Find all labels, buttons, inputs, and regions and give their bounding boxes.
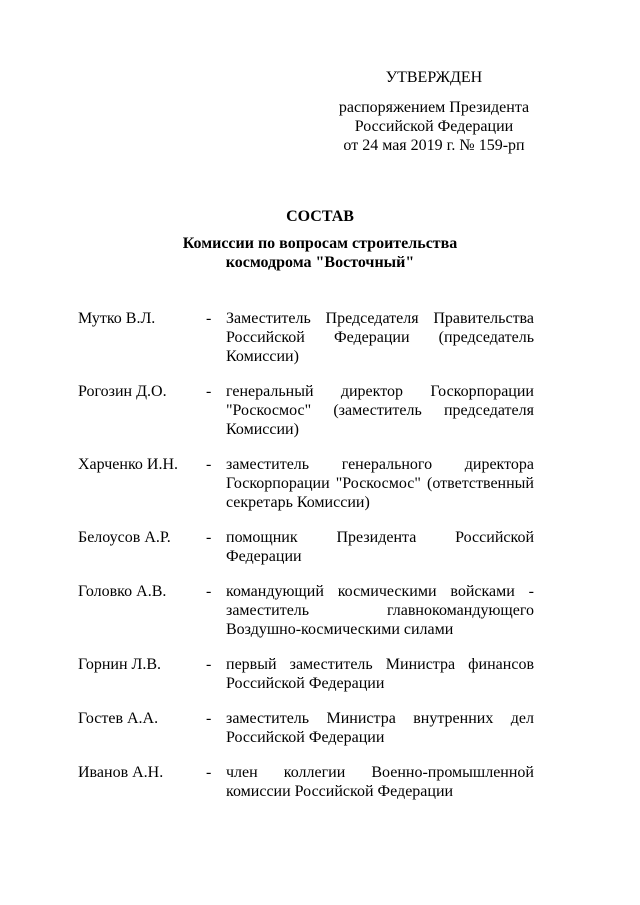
approval-title: УТВЕРЖДЕН (385, 69, 483, 86)
member-role-line: Госкорпорации "Роскосмос" (ответственный (226, 475, 534, 492)
approval-line: Российской Федерации (354, 118, 514, 135)
approval-block (314, 0, 554, 155)
member-row (78, 582, 534, 639)
member-dash: - (206, 310, 212, 327)
member-row (78, 455, 534, 512)
member-role-line: Комиссии) (226, 421, 299, 438)
member-role (226, 382, 534, 439)
member-dash: - (206, 656, 212, 673)
member-role (226, 528, 534, 566)
member-role-line: "Роскосмос" (заместитель председателя (226, 402, 534, 419)
member-row (78, 382, 534, 439)
approval-line: распоряжением Президента (338, 99, 530, 116)
member-role (226, 655, 534, 693)
member-row (78, 709, 534, 747)
member-dash: - (206, 529, 212, 546)
member-dash: - (206, 710, 212, 727)
member-row (78, 655, 534, 693)
member-role-line: заместитель генерального директора (226, 456, 534, 473)
member-role-line: помощник Президента Российской (226, 529, 534, 546)
member-role-line: Федерации (226, 548, 302, 565)
member-role-line: командующий космическими войсками - (226, 583, 534, 600)
document-subtitle (0, 234, 640, 272)
member-dash: - (206, 583, 212, 600)
member-role-line: генеральный директор Госкорпорации (226, 383, 534, 400)
member-role (226, 309, 534, 366)
member-role (226, 763, 534, 801)
member-role-line: Российской Федерации (226, 675, 385, 692)
member-role-line: Российской Федерации (председатель (226, 329, 534, 346)
member-role-line: секретарь Комиссии) (226, 494, 370, 511)
member-name: Белоусов А.Р. (78, 529, 171, 546)
member-name: Головко А.В. (78, 583, 167, 600)
member-dash: - (206, 383, 212, 400)
subtitle-line: Комиссии по вопросам строительства (182, 235, 458, 252)
subtitle-line: космодрома "Восточный" (225, 254, 415, 271)
member-role-line: заместитель Министра внутренних дел (226, 710, 534, 727)
member-role (226, 455, 534, 512)
member-role-line: Воздушно-космическими силами (226, 621, 454, 638)
member-row (78, 309, 534, 366)
member-dash: - (206, 456, 212, 473)
member-role-line: заместитель главнокомандующего (226, 602, 534, 619)
member-name: Мутко В.Л. (78, 310, 156, 327)
member-name: Иванов А.Н. (78, 764, 164, 781)
member-role-line: первый заместитель Министра финансов (226, 656, 534, 673)
member-name: Горнин Л.В. (78, 656, 162, 673)
member-role (226, 709, 534, 747)
member-role-line: Комиссии) (226, 348, 299, 365)
member-role-line: комиссии Российской Федерации (226, 783, 454, 800)
member-row (78, 528, 534, 566)
member-role-line: Российской Федерации (226, 729, 385, 746)
member-name: Рогозин Д.О. (78, 383, 167, 400)
document-title: СОСТАВ (286, 208, 354, 225)
member-dash: - (206, 764, 212, 781)
member-role-line: член коллегии Военно-промышленной (226, 764, 534, 781)
member-role-line: Заместитель Председателя Правительства (226, 310, 534, 327)
member-name: Гостев А.А. (78, 710, 159, 727)
member-row (78, 763, 534, 801)
approval-date-line: от 24 мая 2019 г. № 159-рп (343, 137, 525, 154)
member-name: Харченко И.Н. (78, 456, 179, 473)
member-role (226, 582, 534, 639)
members-list (78, 309, 534, 817)
